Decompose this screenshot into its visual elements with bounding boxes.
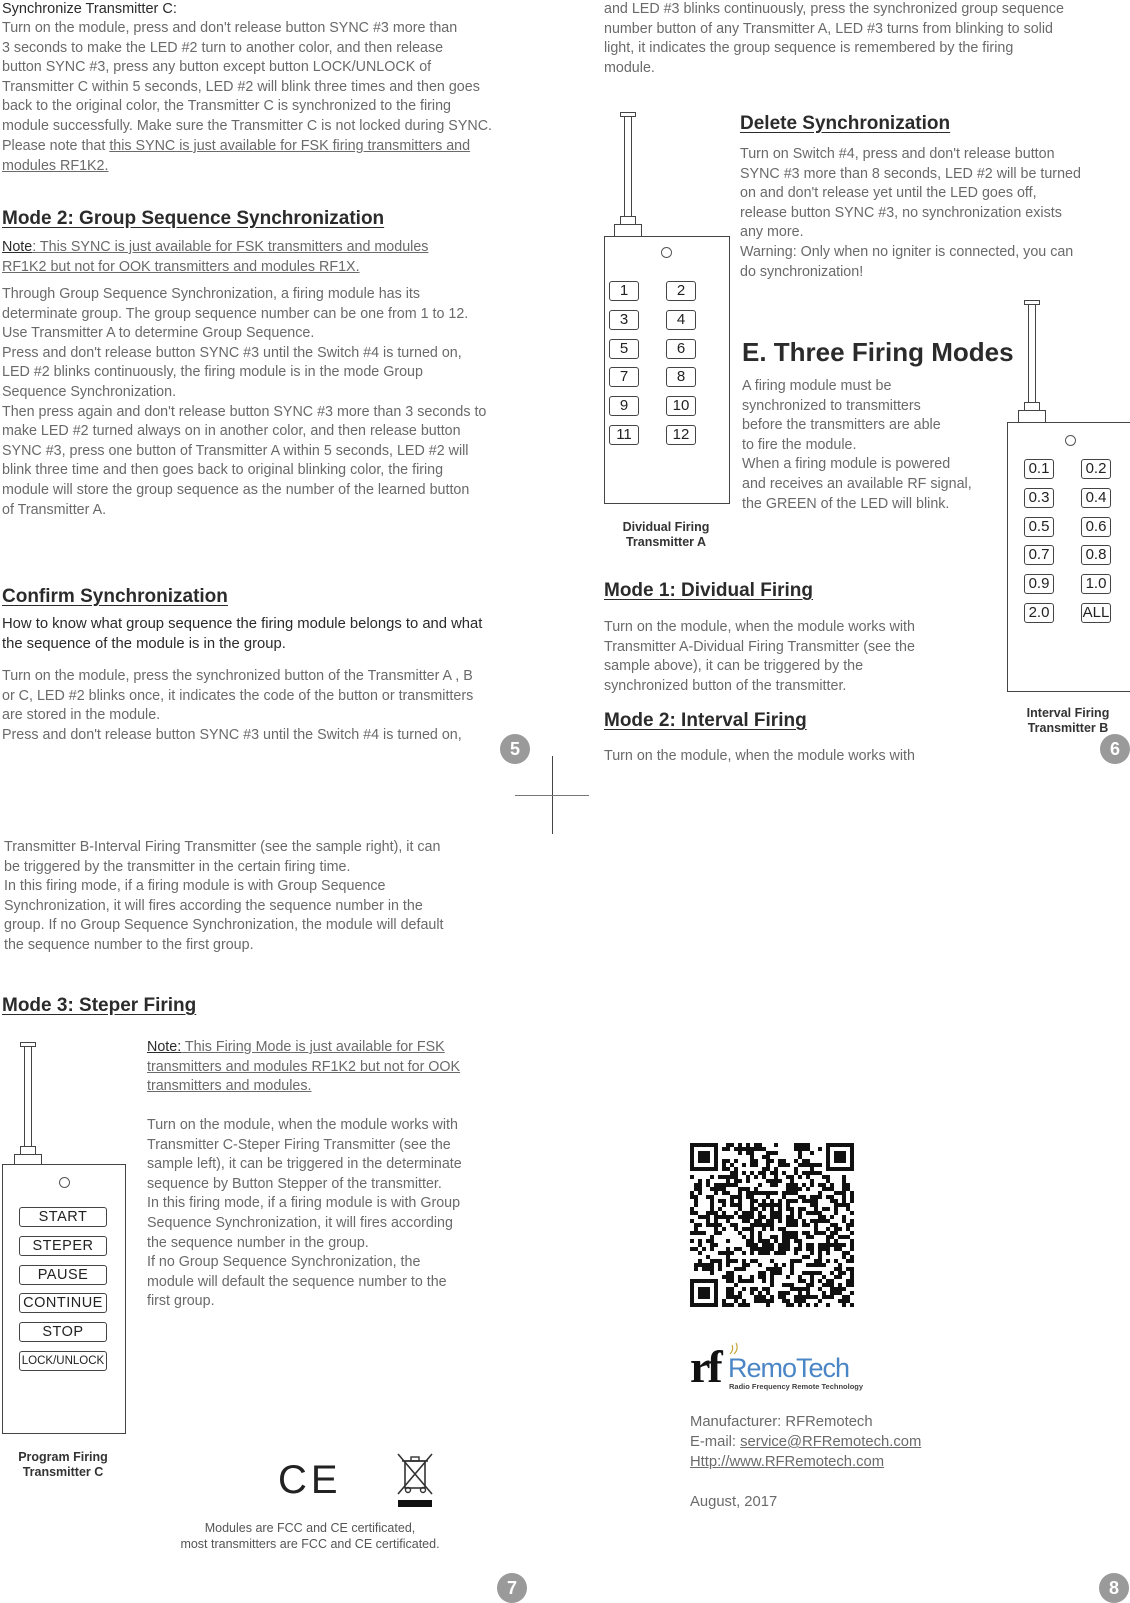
transmitter-c-key-steper[interactable]: STEPER xyxy=(19,1236,107,1256)
transmitter-c-body xyxy=(2,1164,126,1434)
transmitter-b-key-all[interactable]: ALL xyxy=(1082,604,1110,621)
transmitter-c-key-start[interactable]: START xyxy=(19,1207,107,1227)
confirm-sync-title: Confirm Synchronization xyxy=(2,586,228,607)
antenna-c xyxy=(24,1046,32,1146)
transmitter-a-caption: Dividual Firing Transmitter A xyxy=(622,520,710,549)
antenna-a xyxy=(624,116,632,216)
transmitter-a-key-12[interactable]: 12 xyxy=(666,425,696,445)
transmitter-b-key-0-5[interactable]: 0.5 xyxy=(1024,517,1054,537)
transmitter-b-key-0-3[interactable]: 0.3 xyxy=(1024,488,1054,508)
mode1-body: Turn on the module, when the module works with Transmitter A-Dividual Firing Transmitter (see the sample above), it can be triggered by the synchronized button of the transmitter. xyxy=(604,619,915,694)
qr-code-icon xyxy=(690,1143,854,1307)
transmitter-b-key-0-1[interactable]: 0.1 xyxy=(1024,459,1054,479)
sync-c-note-link: this SYNC is just available for FSK firing transmitters and modules RF1K2. xyxy=(2,138,471,174)
rfremotech-logo xyxy=(690,1341,870,1408)
transmitter-a-body xyxy=(604,236,730,504)
email-label: E-mail: xyxy=(690,1434,741,1450)
sync-c-title: Synchronize Transmitter C: xyxy=(2,1,177,17)
page-number-6: 6 xyxy=(1100,734,1130,764)
transmitter-b-key-0-4[interactable]: 0.4 xyxy=(1081,488,1111,508)
transmitter-a-key-7[interactable]: 7 xyxy=(609,367,639,387)
transmitter-a-key-9[interactable]: 9 xyxy=(609,396,639,416)
transmitter-c-caption: Program Firing Transmitter C xyxy=(18,1450,108,1479)
logo-rf: rf xyxy=(690,1341,720,1392)
sync-c-note xyxy=(2,137,542,176)
delete-sync-body: Turn on Switch #4, press and don't release button SYNC #3 more than 8 seconds, LED #2 will be turned on and don't release yet until the LED goes off, release button SYNC #3, no synchronization exists any more. Warning: Only when no igniter is connected, you can do synchronization! xyxy=(740,146,1081,280)
transmitter-b-key-0-2[interactable]: 0.2 xyxy=(1081,459,1111,479)
mode2-interval-title: Mode 2: Interval Firing xyxy=(604,710,807,731)
firing-modes-title: E. Three Firing Modes xyxy=(742,337,1014,367)
transmitter-c-key-pause[interactable]: PAUSE xyxy=(19,1265,107,1285)
mode2-sync-title: Mode 2: Group Sequence Synchronization xyxy=(2,208,385,229)
transmitter-c-led xyxy=(59,1177,70,1188)
transmitter-a-key-2[interactable]: 2 xyxy=(666,281,696,301)
email-link[interactable]: service@RFRemotech.com xyxy=(740,1434,922,1450)
page-number-8: 8 xyxy=(1099,1573,1129,1603)
mode2-body: Through Group Sequence Synchronization, a firing module has its determinate group. The group sequence number can be one from 1 to 12. Use Transmitter A to determine Group Sequence. Press and don't release button SYNC #3 until the Switch #4 is turned on, LED #2 blinks continuously, the firing module is in the mode Group Sequence Synchronization. Then press again and don't release button SYNC #3 more than 3 seconds to make LED #2 turned always on in another color, and then release button SYNC #3, press one button of Transmitter A within 5 seconds, LED #2 will blink three time and then goes back to original blinking color, the firing module will store the group sequence as the number of the learned button of Transmitter A. xyxy=(2,286,487,518)
transmitter-a-led xyxy=(661,247,672,258)
ce-mark: CE xyxy=(278,1458,342,1502)
page-number-7: 7 xyxy=(497,1573,527,1603)
transmitter-b-key-2-0[interactable]: 2.0 xyxy=(1024,603,1054,623)
website-link[interactable]: Http://www.RFRemotech.com xyxy=(690,1454,885,1470)
transmitter-a-key-1[interactable]: 1 xyxy=(609,281,639,301)
certification-text: Modules are FCC and CE certificated, most transmitters are FCC and CE certificated. xyxy=(180,1521,440,1551)
transmitter-a-key-5[interactable]: 5 xyxy=(609,339,639,359)
transmitter-b-key-0-6[interactable]: 0.6 xyxy=(1081,517,1111,537)
transmitter-c-key-continue[interactable]: CONTINUE xyxy=(19,1293,107,1313)
mode1-title: Mode 1: Dividual Firing xyxy=(604,580,814,601)
transmitter-a-key-6[interactable]: 6 xyxy=(666,339,696,359)
transmitter-b-key-1-0[interactable]: 1.0 xyxy=(1081,574,1111,594)
transmitter-b-body xyxy=(1007,422,1130,692)
transmitter-b-key-0-8[interactable]: 0.8 xyxy=(1081,545,1111,565)
logo-tagline: Radio Frequency Remote Technology xyxy=(729,1382,864,1391)
transmitter-b-key-0-9[interactable]: 0.9 xyxy=(1024,574,1054,594)
transmitter-a-key-8[interactable]: 8 xyxy=(666,367,696,387)
confirm-sync-body: Turn on the module, press the synchronized button of the Transmitter A , B or C, LED #2 blinks once, it indicates the code of the button or transmitters are stored in the module. Press and don't release button SYNC #3 until the Switch #4 is turned on, xyxy=(2,668,474,743)
weee-bin-icon xyxy=(394,1452,436,1508)
transmitter-a-key-11[interactable]: 11 xyxy=(609,425,639,445)
delete-sync-title: Delete Synchronization xyxy=(740,113,951,134)
transmitter-c-key-stop[interactable]: STOP xyxy=(19,1322,107,1342)
mode2-interval-body: Turn on the module, when the module works with xyxy=(604,748,915,764)
transmitter-a-key-10[interactable]: 10 xyxy=(666,396,696,416)
antenna-b xyxy=(1028,304,1036,402)
sync-c-note-prefix: Please note that xyxy=(2,138,110,154)
transmitter-b-key-0-7[interactable]: 0.7 xyxy=(1024,545,1054,565)
mode3-note-label: Note: xyxy=(147,1039,182,1055)
mode3-title: Mode 3: Steper Firing xyxy=(2,995,197,1016)
logo-name: RemoTech xyxy=(728,1353,850,1383)
fold-mark-horizontal xyxy=(515,795,589,796)
transmitter-b-led xyxy=(1065,435,1076,446)
p7-top-body: Transmitter B-Interval Firing Transmitter (see the sample right), it can be triggered by the transmitter in the certain firing time. In this firing mode, if a firing module is with Group Sequence Synchronization, it will fires according the sequence number in the group. If no Group Sequence Synchronization, the module will default the sequence number to the first group. xyxy=(4,839,444,953)
transmitter-a-key-4[interactable]: 4 xyxy=(666,310,696,330)
email-line xyxy=(690,1432,921,1452)
page-number-5: 5 xyxy=(500,734,530,764)
transmitter-c-key-lock-unlock[interactable]: LOCK/UNLOCK xyxy=(19,1351,107,1371)
mode3-note xyxy=(147,1038,507,1097)
mode2-note xyxy=(2,238,542,277)
transmitter-b-caption: Interval Firing Transmitter B xyxy=(1026,706,1110,735)
sync-c-body: Turn on the module, press and don't release button SYNC #3 more than 3 seconds to make the LED #2 turn to another color, and then release button SYNC #3, press any button except button LOCK/UNLOCK of Transmitter C within 5 seconds, LED #2 will blink three times and then goes back to the original color, the Transmitter C is synchronized to the firing module successfully. Make sure the Transmitter C is not locked during SYNC. xyxy=(2,20,492,134)
firing-modes-body: A firing module must be synchronized to transmitters before the transmitters are able to fire the module. When a firing module is powered and receives an available RF signal, the GREEN of the LED will blink. xyxy=(742,378,972,512)
mode3-body: Turn on the module, when the module works with Transmitter C-Steper Firing Transmitter (see the sample left), it can be triggered in the determinate sequence by Button Stepper of the transmitter. In this firing mode, if a firing module is with Group Sequence Synchronization, it will fires according the sequence number in the group. If no Group Sequence Synchronization, the module will default the sequence number to the first group. xyxy=(147,1117,462,1310)
transmitter-a-key-3[interactable]: 3 xyxy=(609,310,639,330)
date: August, 2017 xyxy=(690,1494,778,1510)
confirm-sync-subtitle: How to know what group sequence the firing module belongs to and what the sequence of the module is in the group. xyxy=(2,616,483,652)
manufacturer: Manufacturer: RFRemotech xyxy=(690,1414,873,1430)
mode2-note-text: : This SYNC is just available for FSK transmitters and modules RF1K2 but not for OOK transmitters and modules RF1X. xyxy=(2,239,429,275)
mode2-note-label: Note xyxy=(2,239,33,255)
p6-top-body: and LED #3 blinks continuously, press the synchronized group sequence number button of any Transmitter A, LED #3 turns from blinking to solid light, it indicates the group sequence is remembered by the firing module. xyxy=(604,1,1064,76)
mode3-note-text: This Firing Mode is just available for FSK transmitters and modules RF1K2 but not for OOK transmitters and modules. xyxy=(147,1039,461,1095)
